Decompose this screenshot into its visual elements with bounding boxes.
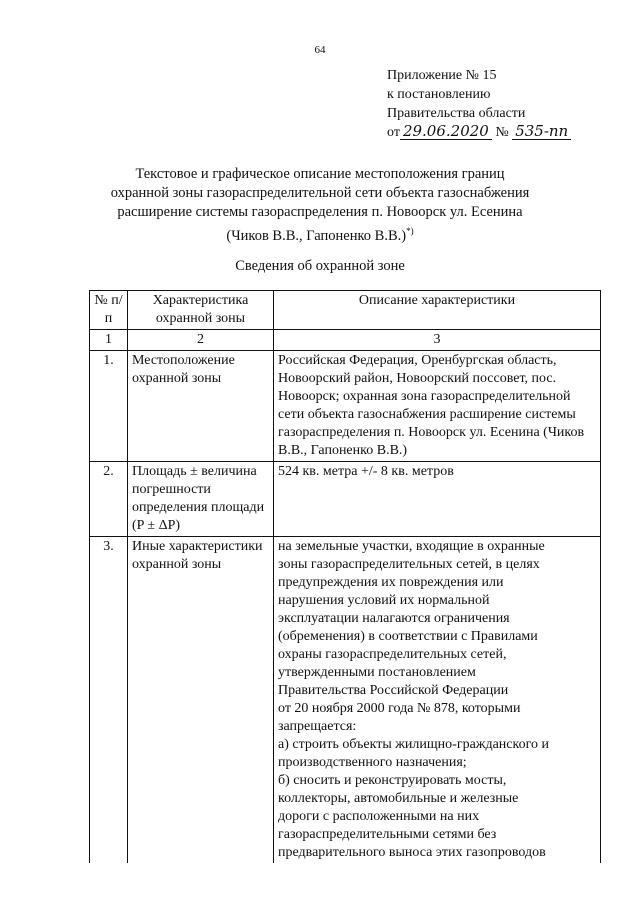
row-characteristic: Площадь ± величина погрешности определения площади (P ± ΔP) [128,462,274,537]
row-description: Российская Федерация, Оренбургская область, Новоорский район, Новоорский поссовет, пос. Новоорск; охранная зона газораспределительной сети объекта газоснабжения расширение системы газораспределения п. Новоорск ул. Есенина (Чиков В.В., Гапоненко В.В.) [274,351,601,462]
title-line-2: охранной зоны газораспределительной сети объекта газоснабжения [110,185,530,201]
appendix-line-3: Правительства области [387,106,526,121]
appendix-line-1: Приложение № 15 [387,68,497,83]
description-line: газораспределительными сетями без [278,827,497,842]
description-line: предварительного выноса этих газопроводов [278,845,546,860]
description-line: коллекторы, автомобильные и железные [278,791,519,806]
appendix-line-2: к постановлению [387,87,491,102]
header-characteristic: Характеристика охранной зоны [128,291,274,330]
description-line: зоны газораспределительных сетей, в целях [278,557,540,572]
index-cell-2: 2 [128,330,274,351]
row-characteristic: Местоположение охранной зоны [128,351,274,462]
title-line-1: Текстовое и графическое описание местоположения границ [135,166,505,182]
description-line: от 20 ноября 2000 года № 878, которыми [278,701,521,716]
description-line: на земельные участки, входящие в охранные [278,539,545,554]
header-num: № п/п [90,291,128,330]
table-row [90,537,601,864]
row-description: 524 кв. метра +/- 8 кв. метров [274,462,601,537]
protection-zone-table [89,290,601,863]
table-row [90,351,601,462]
description-line: дороги с расположенными на них [278,809,480,824]
description-line: (обременения) в соответствии с Правилами [278,629,538,644]
index-cell-3: 3 [274,330,601,351]
handwritten-number: 535-пп [512,124,571,140]
row-description [274,537,601,864]
date-prefix: от [387,125,400,140]
footnote-mark: *) [406,226,414,236]
header-description: Описание характеристики [274,291,601,330]
description-line: Правительства Российской Федерации [278,683,509,698]
table-header-row [90,291,601,330]
row-num: 3. [90,537,128,864]
description-line: нарушения условий их нормальной [278,593,490,608]
page-number: 64 [314,44,326,56]
title-line-4 [0,222,640,246]
description-line: производственного назначения; [278,755,467,770]
description-line: утвержденными постановлением [278,665,476,680]
description-line: запрещается: [278,719,357,734]
appendix-date-line [387,123,571,142]
document-title [0,165,640,246]
row-num: 1. [90,351,128,462]
row-num: 2. [90,462,128,537]
description-line: б) сносить и реконструировать мосты, [278,773,507,788]
title-line-4-text: (Чиков В.В., Гапоненко В.В.) [226,227,407,244]
section-subtitle: Сведения об охранной зоне [235,258,405,274]
row-characteristic: Иные характеристики охранной зоны [128,537,274,864]
index-cell-1: 1 [90,330,128,351]
number-prefix: № [495,125,509,140]
appendix-block [387,66,571,142]
title-line-3: расширение системы газораспределения п. Новоорск ул. Есенина [117,204,523,220]
table-index-row [90,330,601,351]
description-line: эксплуатации налагаются ограничения [278,611,510,626]
table-row [90,462,601,537]
handwritten-date: 29.06.2020 [400,124,492,140]
description-line: а) строить объекты жилищно-гражданского и [278,737,549,752]
description-line: охраны газораспределительных сетей, [278,647,507,662]
description-line: предупреждения их повреждения или [278,575,504,590]
